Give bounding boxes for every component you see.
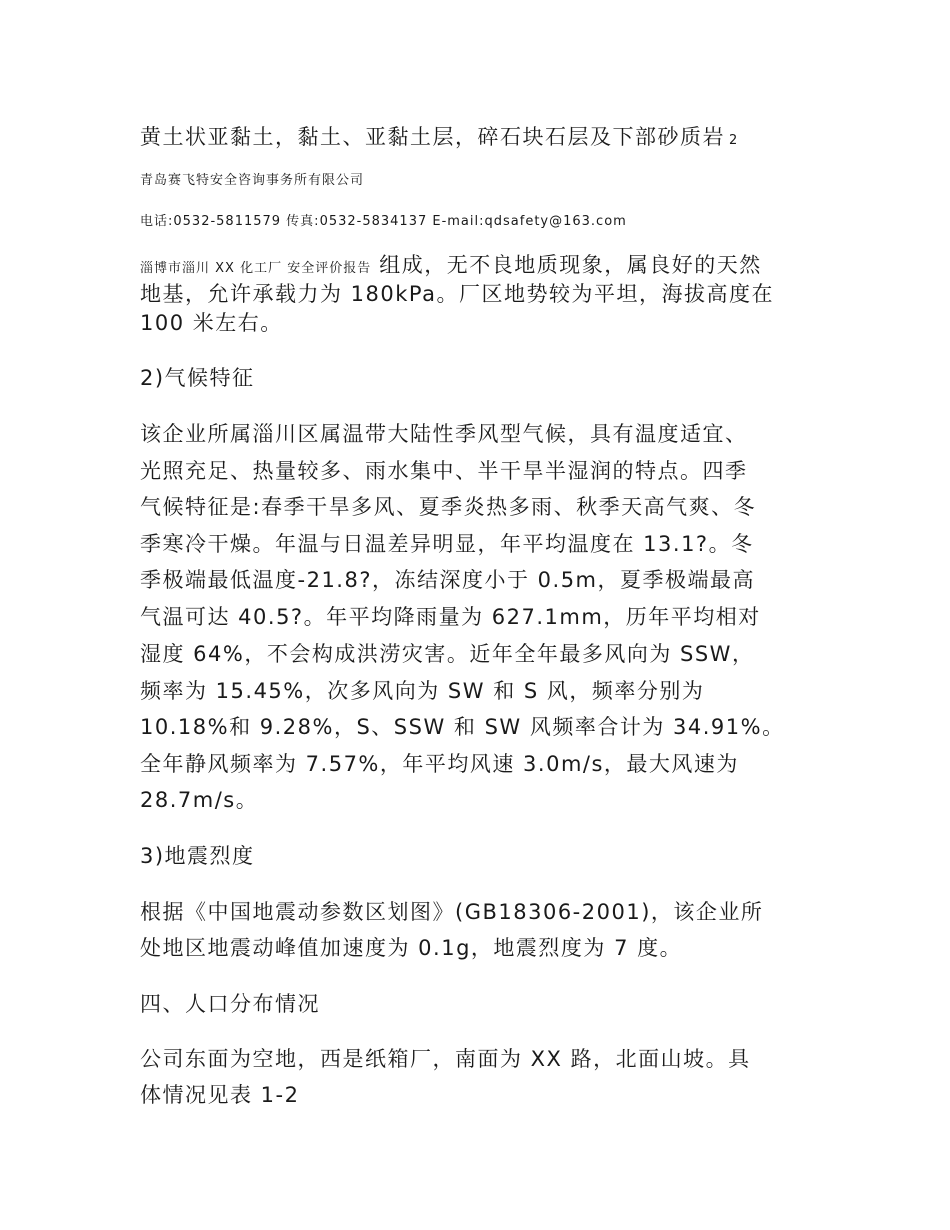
- seismic-heading: 3)地震烈度: [140, 844, 255, 868]
- paragraph-line: 组成，无不良地质现象，属良好的天然: [379, 253, 762, 277]
- contact-info: 电话:0532-5811579 传真:0532-5834137 E-mail:qdsafety@163.com: [140, 214, 627, 229]
- population-heading: 四、人口分布情况: [140, 992, 320, 1016]
- paragraph-line: 气候特征是:春季干旱多风、夏季炎热多雨、秋季天高气爽、冬: [140, 495, 757, 519]
- geology-first-line: [140, 121, 739, 151]
- paragraph-line: 根据《中国地震动参数区划图》(GB18306-2001)，该企业所: [140, 900, 764, 924]
- paragraph-line: 季极端最低温度-21.8?，冻结深度小于 0.5m，夏季极端最高: [140, 568, 756, 592]
- paragraph-line: 处地区地震动峰值加速度为 0.1g，地震烈度为 7 度。: [140, 936, 683, 960]
- geology-text: 黄土状亚黏土，黏土、亚黏土层，碎石块石层及下部砂质岩: [140, 125, 725, 149]
- paragraph-line: 28.7m/s。: [140, 788, 259, 812]
- page-number: 2: [729, 133, 739, 148]
- paragraph-line: 体情况见表 1-2: [140, 1083, 300, 1107]
- paragraph-line: 季寒冷干燥。年温与日温差异明显，年平均温度在 13.1?。冬: [140, 532, 754, 556]
- paragraph-line: 光照充足、热量较多、雨水集中、半干旱半湿润的特点。四季: [140, 459, 748, 483]
- paragraph-line: 该企业所属淄川区属温带大陆性季风型气候，具有温度适宜、: [140, 422, 748, 446]
- paragraph-line: 100 米左右。: [140, 311, 283, 335]
- company-name: 青岛赛飞特安全咨询事务所有限公司: [140, 173, 365, 188]
- report-title: 淄博市淄川 XX 化工厂 安全评价报告: [140, 261, 372, 276]
- paragraph-line: 公司东面为空地，西是纸箱厂，南面为 XX 路，北面山坡。具: [140, 1047, 751, 1071]
- paragraph-line: 全年静风频率为 7.57%，年平均风速 3.0m/s，最大风速为: [140, 752, 739, 776]
- paragraph-line: 频率为 15.45%，次多风向为 SW 和 S 风，频率分别为: [140, 679, 705, 703]
- paragraph-line: 10.18%和 9.28%，S、SSW 和 SW 风频率合计为 34.91%。: [140, 715, 785, 739]
- report-title-line: [140, 249, 762, 279]
- paragraph-line: 地基，允许承载力为 180kPa。厂区地势较为平坦，海拔高度在: [140, 282, 775, 306]
- climate-heading: 2)气候特征: [140, 366, 255, 390]
- paragraph-line: 气温可达 40.5?。年平均降雨量为 627.1mm，历年平均相对: [140, 605, 761, 629]
- paragraph-line: 湿度 64%，不会构成洪涝灾害。近年全年最多风向为 SSW，: [140, 642, 755, 666]
